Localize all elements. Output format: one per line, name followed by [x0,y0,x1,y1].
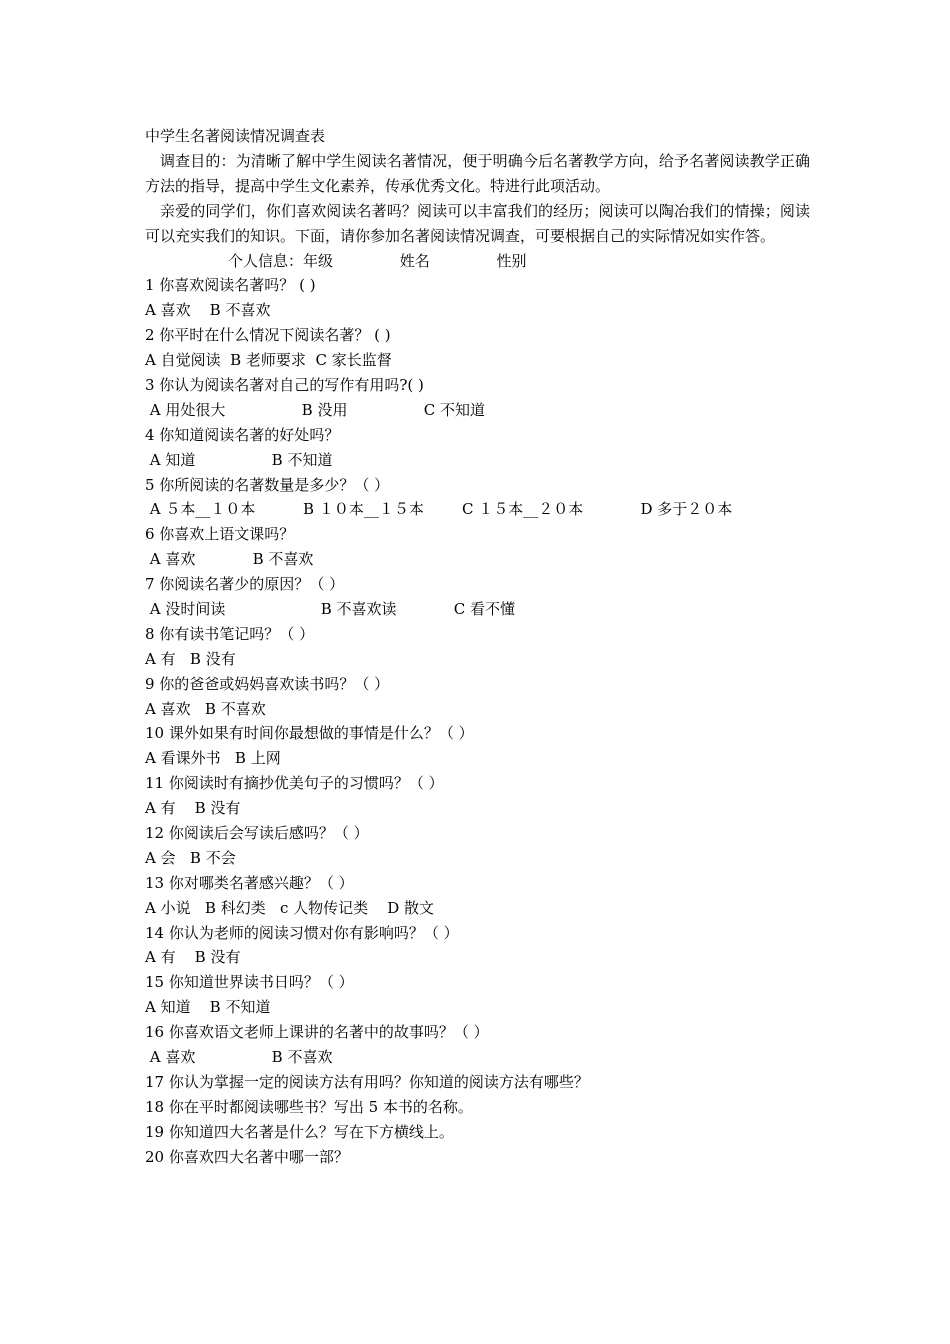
survey-purpose: 调查目的：为清晰了解中学生阅读名著情况，便于明确今后名著教学方向，给予名著阅读教学正确方法的指导，提高中学生文化素养，传承优秀文化。特进行此项活动。 [145,151,810,195]
answer-options: A 用处很大 B 没用 C 不知道 [145,400,485,419]
personal-info: 个人信息：年级 姓名 性别 [228,251,527,270]
question-text: 2 你平时在什么情况下阅读名著？ ( ) [145,326,391,345]
question-text: 16 你喜欢语文老师上课讲的名著中的故事吗？（ ） [145,1023,489,1042]
answer-options: A 喜欢 B 不喜欢 [145,1048,333,1067]
question-text: 6 你喜欢上语文课吗？ [145,525,295,544]
question-text: 13 你对哪类名著感兴趣？（ ） [145,873,354,892]
question-text: 5 你所阅读的名著数量是多少？（ ） [145,475,390,494]
answer-options: A 喜欢 B 不喜欢 [145,699,266,718]
question-text: 12 你阅读后会写读后感吗？（ ） [145,824,369,842]
question-text: 11 你阅读时有摘抄优美句子的习惯吗？（ ） [145,774,444,793]
answer-options: A 喜欢 B 不喜欢 [145,550,314,569]
question-text: 18 你在平时都阅读哪些书？写出 5 本书的名称。 [145,1097,473,1116]
question-text: 7 你阅读名著少的原因？（ ） [145,575,345,594]
answer-options: A 知道 B 不知道 [145,998,271,1017]
question-text: 15 你知道世界读书日吗？（ ） [145,973,354,992]
answer-options: A 自觉阅读 B 老师要求 C 家长监督 [145,351,392,370]
question-text: 17 你认为掌握一定的阅读方法有用吗？你知道的阅读方法有哪些？ [145,1072,589,1091]
answer-options: A 有 B 没有 [145,799,241,818]
answer-options: A 小说 B 科幻类 c 人物传记类 D 散文 [145,898,435,917]
question-text: 8 你有读书笔记吗？（ ） [145,624,315,643]
survey-content [145,124,810,1169]
question-text: 14 你认为老师的阅读习惯对你有影响吗？（ ） [145,923,459,942]
survey-title: 中学生名著阅读情况调查表 [145,127,326,145]
question-list [145,273,810,1169]
question-text: 1 你喜欢阅读名著吗？ ( ) [145,276,316,295]
answer-options: A 有 B 没有 [145,948,241,967]
question-text: 10 课外如果有时间你最想做的事情是什么？（ ） [145,724,474,743]
answer-options: A 看课外书 B 上网 [145,749,281,768]
answer-options: A 知道 B 不知道 [145,450,333,469]
survey-greeting: 亲爱的同学们，你们喜欢阅读名著吗？阅读可以丰富我们的经历；阅读可以陶冶我们的情操；阅读可以充实我们的知识。下面，请你参加名著阅读情况调查，可要根据自己的实际情况如实作答。 [145,201,810,245]
question-text: 4 你知道阅读名著的好处吗？ [145,425,340,444]
answer-options: A 会 B 不会 [145,848,236,867]
answer-options: A 没时间读 B 不喜欢读 C 看不懂 [145,599,515,618]
question-text: 3 你认为阅读名著对自己的写作有用吗?( ) [145,375,424,394]
answer-options: A 喜欢 B 不喜欢 [145,301,271,320]
answer-options: A ５本__１０本 B １０本__１５本 C １５本__２０本 D 多于２０本 [145,500,733,519]
question-text: 20 你喜欢四大名著中哪一部？ [145,1147,349,1166]
question-text: 9 你的爸爸或妈妈喜欢读书吗？（ ） [145,674,390,693]
question-text: 19 你知道四大名著是什么？写在下方横线上。 [145,1122,454,1141]
answer-options: A 有 B 没有 [145,649,236,668]
